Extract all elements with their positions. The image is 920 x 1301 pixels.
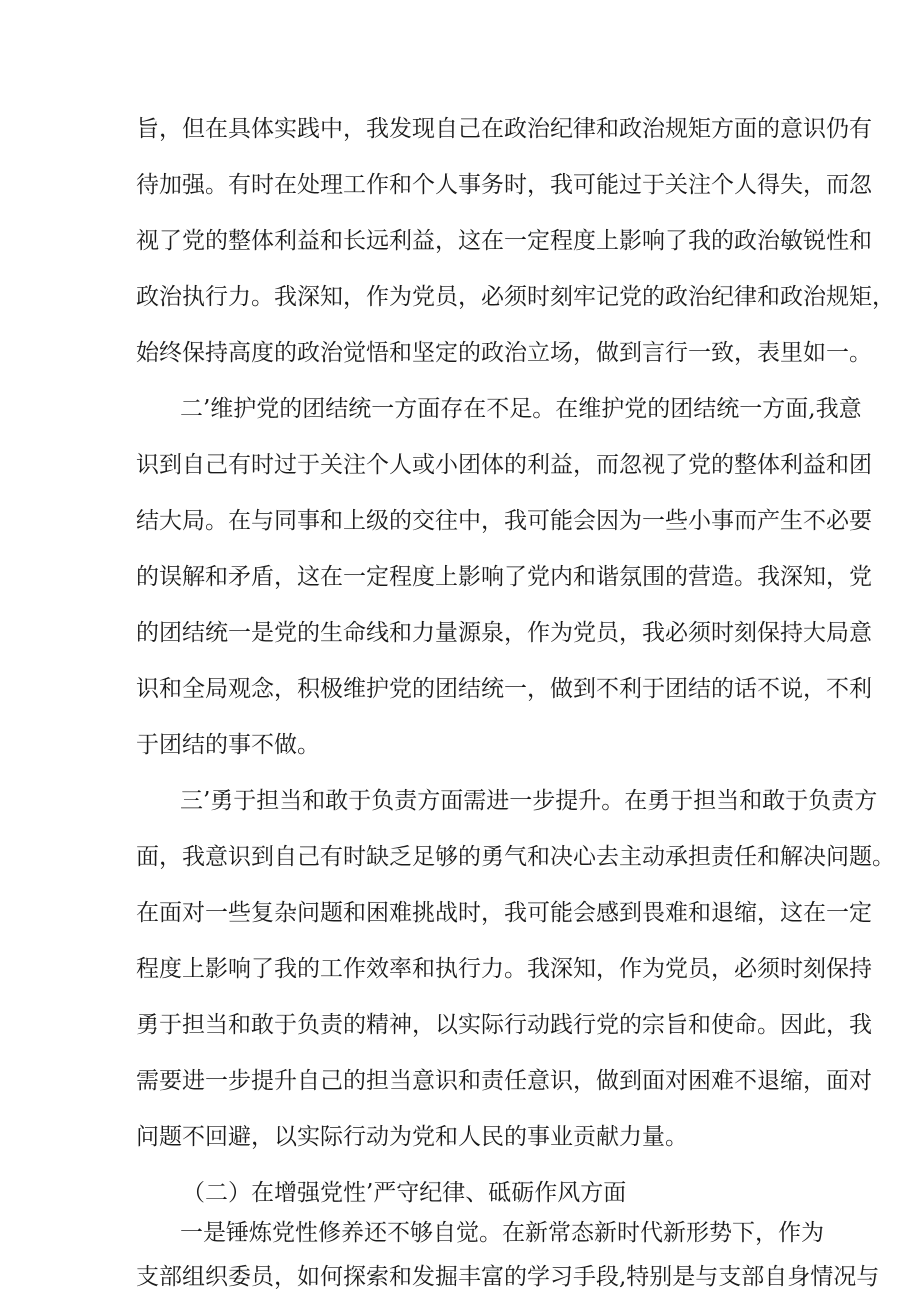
paragraph-start-line: 一是锤炼党性修养还不够自觉。在新常态新时代新形势下，作为 bbox=[180, 1220, 824, 1246]
text-line: 需要进一步提升自己的担当意识和责任意识，做到面对困难不退缩，面对 bbox=[136, 1068, 872, 1094]
text-line: 视了党的整体利益和长远利益，这在一定程度上影响了我的政治敏锐性和 bbox=[136, 228, 872, 254]
text-line: 待加强。有时在处理工作和个人事务时，我可能过于关注个人得失，而忽 bbox=[136, 172, 872, 198]
text-line: 支部组织委员，如何探索和发掘丰富的学习手段,特别是与支部自身情况与 bbox=[136, 1264, 880, 1290]
text-line: 政治执行力。我深知，作为党员，必须时刻牢记党的政治纪律和政治规矩， bbox=[136, 284, 895, 310]
text-line: 结大局。在与同事和上级的交往中，我可能会因为一些小事而产生不必要 bbox=[136, 508, 872, 534]
text-line: 问题不回避，以实际行动为党和人民的事业贡献力量。 bbox=[136, 1124, 688, 1150]
paragraph-start-line: 二’维护党的团结统一方面存在不足。在维护党的团结统一方面,我意 bbox=[180, 396, 862, 422]
text-line: 面，我意识到自己有时缺乏足够的勇气和决心去主动承担责任和解决问题。 bbox=[136, 844, 895, 870]
text-line: 在面对一些复杂问题和困难挑战时，我可能会感到畏难和退缩，这在一定 bbox=[136, 900, 872, 926]
text-line: 程度上影响了我的工作效率和执行力。我深知，作为党员，必须时刻保持 bbox=[136, 956, 872, 982]
text-line: 识到自己有时过于关注个人或小团体的利益，而忽视了党的整体利益和团 bbox=[136, 452, 872, 478]
paragraph-start-line: 三’勇于担当和敢于负责方面需进一步提升。在勇于担当和敢于负责方 bbox=[180, 788, 878, 814]
text-line: 于团结的事不做。 bbox=[136, 732, 320, 758]
text-line: 的误解和矛盾，这在一定程度上影响了党内和谐氛围的营造。我深知，党 bbox=[136, 564, 872, 590]
text-line: 始终保持高度的政治觉悟和坚定的政治立场，做到言行一致，表里如一。 bbox=[136, 340, 872, 366]
text-line: 的团结统一是党的生命线和力量源泉，作为党员，我必须时刻保持大局意 bbox=[136, 620, 872, 646]
section-heading: （二）在增强党性’严守纪律、砥砺作风方面 bbox=[182, 1180, 627, 1206]
text-line: 识和全局观念，积极维护党的团结统一，做到不利于团结的话不说，不利 bbox=[136, 676, 872, 702]
text-line: 旨，但在具体实践中，我发现自己在政治纪律和政治规矩方面的意识仍有 bbox=[136, 116, 872, 142]
text-line: 勇于担当和敢于负责的精神，以实际行动践行党的宗旨和使命。因此，我 bbox=[136, 1012, 872, 1038]
